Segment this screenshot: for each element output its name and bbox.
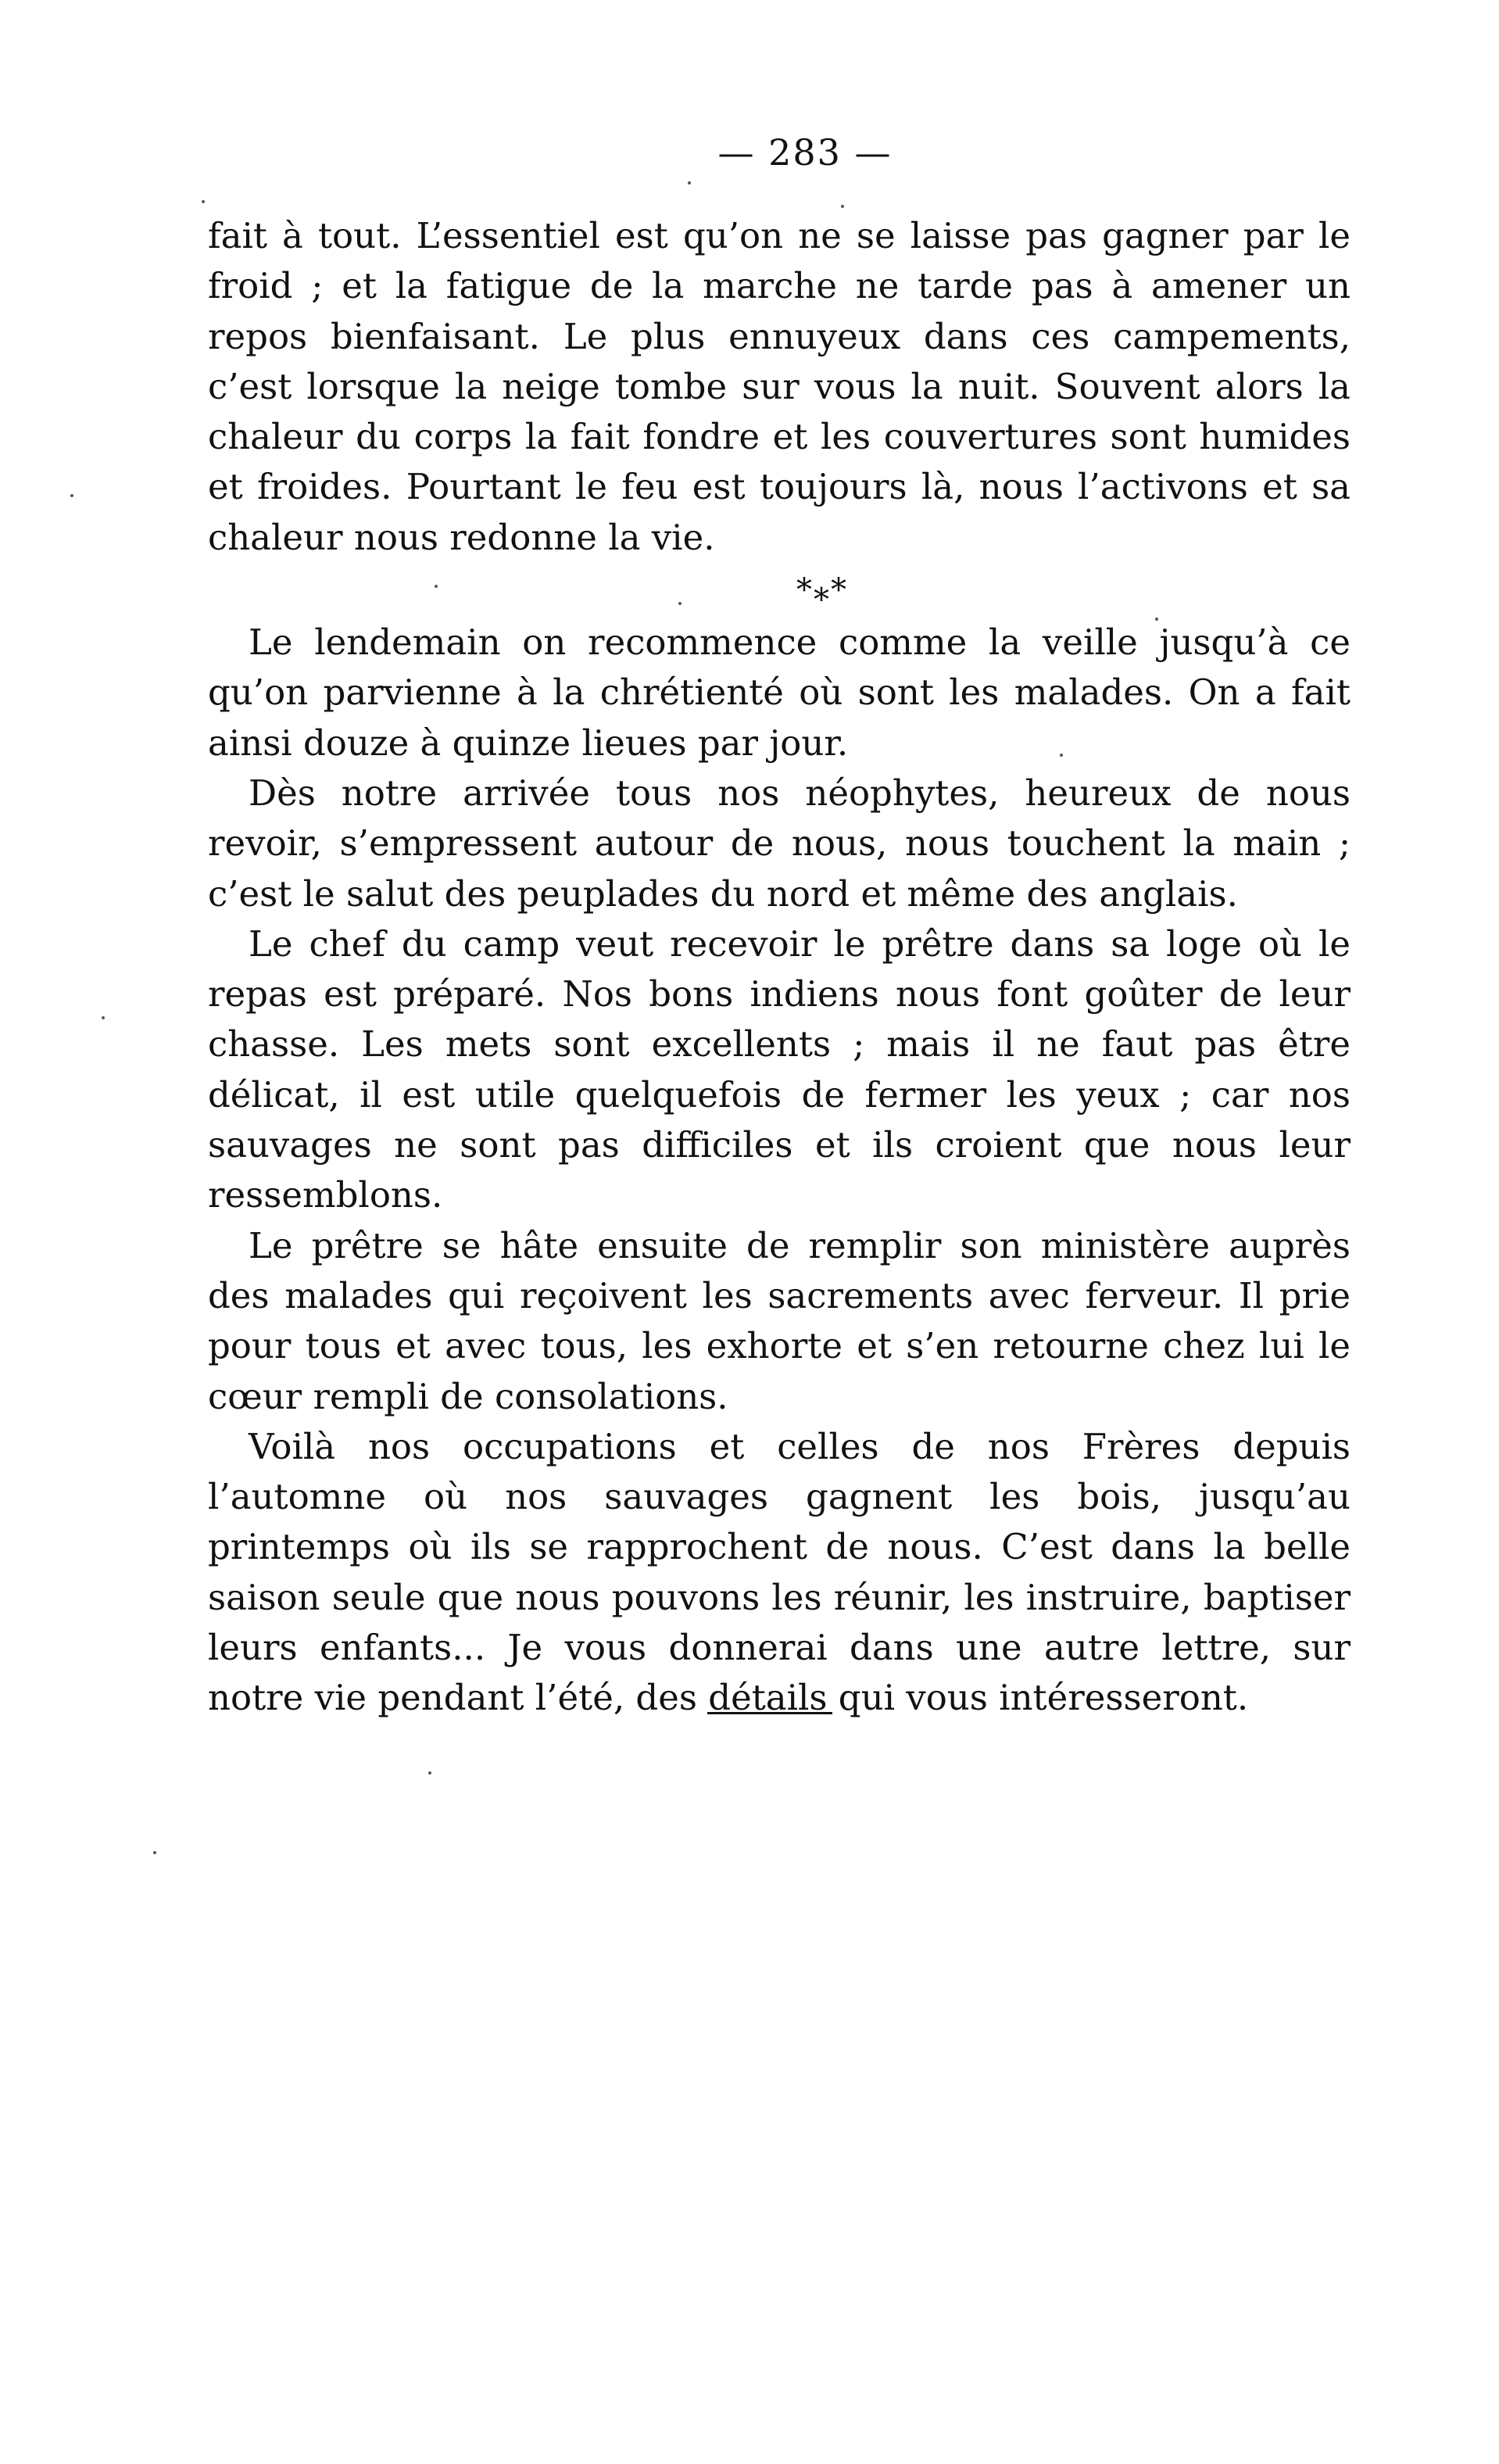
paragraph: Dès notre arrivée tous nos néophytes, heureux de nous revoir, s’empressent autour de nous, nous touchent la main ; c’est le salut des peuplades du nord et même des anglais. [208,772,1351,915]
scan-speck [678,602,682,605]
paragraph: Le chef du camp veut recevoir le prêtre dans sa loge où le repas est préparé. Nos bons indiens nous font goûter de leur chasse. Les mets sont excellents ; mais il ne faut pas être délicat, il est utile quelquefois de fermer les yeux ; car nos sauvages ne sont pas difficiles et ils croient que nous leur ressemblons. [208,922,1351,1216]
scan-speck [435,585,438,588]
scan-speck [1060,754,1063,757]
paragraph-continued: fait à tout. L’essentiel est qu’on ne se laisse pas gagner par le froid ; et la fatigue de la marche ne tarde pas à amener un repos bienfaisant. Le plus ennuyeux dans ces campements, c’est lorsque la neige tombe sur vous la nuit. Souvent alors la chaleur du corps la fait fondre et les couvertures sont humides et froides. Pourtant le feu est toujours là, nous l’activons et sa chaleur nous redonne la vie. [208,215,1351,558]
paragraph: Le prêtre se hâte ensuite de remplir son ministère auprès des malades qui reçoivent les sacrements avec ferveur. Il prie pour tous et avec tous, les exhorte et s’en retourne chez lui le cœur rempli de consolations. [208,1224,1351,1417]
scan-speck [428,1771,431,1775]
scan-speck [1155,618,1158,621]
scan-speck [102,1016,105,1019]
section-break-asterism: *⁎* [796,572,848,609]
paragraph: Voilà nos occupations et celles de nos Frères depuis l’automne où nos sauvages gagnent les bois, jusqu’au printemps où ils se rapprochent de nous. C’est dans la belle saison seule que nous pouvons les réunir, les instruire, baptiser leurs enfants... Je vous donnerai dans une autre lettre, sur notre vie pendant l’été, des détails qui vous intéresseront. [208,1425,1351,1719]
scan-speck [688,181,691,184]
body-text [208,211,1351,1724]
scan-speck [202,200,205,203]
end-rule-divider [707,1712,832,1714]
scan-speck [841,205,844,208]
page-number: — 283 — [717,131,893,174]
paragraph: Le lendemain on recommence comme la veille jusqu’à ce qu’on parvienne à la chrétienté où sont les malades. On a fait ainsi douze à quinze lieues par jour. [208,621,1351,764]
scan-speck [153,1851,156,1854]
scan-speck [70,494,73,497]
